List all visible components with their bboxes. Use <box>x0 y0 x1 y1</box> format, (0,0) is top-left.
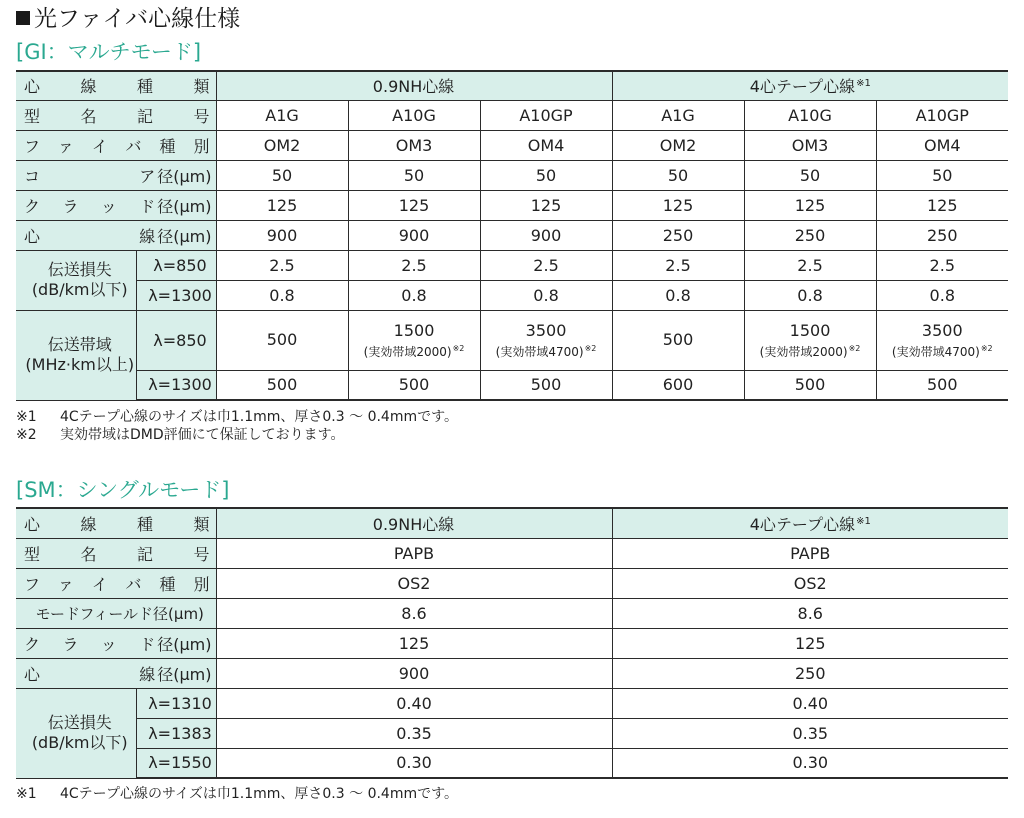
table-cell: 500 <box>348 370 480 400</box>
table-cell: 250 <box>876 220 1008 250</box>
table-cell: 2.5 <box>876 250 1008 280</box>
table-cell: 50 <box>480 160 612 190</box>
table-row <box>16 220 1008 250</box>
table-row <box>16 370 1008 400</box>
table-cell: A10GP <box>480 100 612 130</box>
table-cell: 2.5 <box>480 250 612 280</box>
table-cell: 2.5 <box>348 250 480 280</box>
table-row <box>16 658 1008 688</box>
table-cell: 500 <box>612 310 744 370</box>
table-cell: 900 <box>216 220 348 250</box>
table-cell: 125 <box>216 190 348 220</box>
table-cell: 50 <box>216 160 348 190</box>
table-cell: 1500 (実効帯域2000)$^{※2}$ <box>744 310 876 370</box>
wavelength-label: λ=1310 <box>136 688 216 718</box>
table-cell: A10GP <box>876 100 1008 130</box>
table-row <box>16 568 1008 598</box>
table-cell: 3500 (実効帯域4700)$^{※2}$ <box>876 310 1008 370</box>
row-label-type: 心線種類 <box>16 508 216 538</box>
group-header: 4心テープ心線$^{※1}$ <box>612 508 1008 538</box>
table-cell: 125 <box>216 628 612 658</box>
wavelength-label: λ=850 <box>136 310 216 370</box>
page-title-text: 光ファイバ心線仕様 <box>34 6 241 32</box>
table-row <box>16 190 1008 220</box>
table-cell: 1500 (実効帯域2000)$^{※2}$ <box>348 310 480 370</box>
row-label-type: 心線種類 <box>16 71 216 100</box>
table-row <box>16 508 1008 538</box>
table-cell: 50 <box>612 160 744 190</box>
row-label-model: 型名記号 <box>16 538 216 568</box>
table-cell: 3500 (実効帯域4700)$^{※2}$ <box>480 310 612 370</box>
wavelength-label: λ=1300 <box>136 280 216 310</box>
table-cell: A10G <box>744 100 876 130</box>
table-cell: 900 <box>480 220 612 250</box>
wavelength-label: λ=850 <box>136 250 216 280</box>
row-label-clad: クラッド 径(μm) <box>16 190 216 220</box>
table-cell: 0.40 <box>216 688 612 718</box>
table-row <box>16 310 1008 370</box>
table-cell: 8.6 <box>216 598 612 628</box>
table-cell: 125 <box>876 190 1008 220</box>
table-row <box>16 718 1008 748</box>
wavelength-label: λ=1550 <box>136 748 216 778</box>
row-label-loss: 伝送損失 (dB/km以下) <box>16 688 136 778</box>
table-cell: OM2 <box>216 130 348 160</box>
group-header: 0.9NH心線 <box>216 71 612 100</box>
table-cell: 125 <box>612 190 744 220</box>
table-cell: 0.8 <box>348 280 480 310</box>
table-cell: 0.35 <box>612 718 1008 748</box>
sm-spec-table <box>16 507 1008 779</box>
table-row <box>16 688 1008 718</box>
group-header: 4心テープ心線$^{※1}$ <box>612 71 1008 100</box>
table-cell: 0.35 <box>216 718 612 748</box>
sm-section-title: [SM：シングルモード] <box>16 478 230 502</box>
wavelength-label: λ=1300 <box>136 370 216 400</box>
table-cell: 0.8 <box>216 280 348 310</box>
page-title <box>16 4 240 34</box>
table-cell: 0.8 <box>612 280 744 310</box>
row-label-clad: クラッド 径(μm) <box>16 628 216 658</box>
row-label-band: 伝送帯域 (MHz·km以上) <box>16 310 136 400</box>
table-row <box>16 538 1008 568</box>
table-cell: 125 <box>480 190 612 220</box>
table-row <box>16 160 1008 190</box>
table-cell: 0.8 <box>480 280 612 310</box>
square-bullet-icon <box>16 11 30 25</box>
table-cell: PAPB <box>216 538 612 568</box>
table-cell: OM3 <box>744 130 876 160</box>
table-row <box>16 100 1008 130</box>
table-cell: 900 <box>348 220 480 250</box>
table-cell: A10G <box>348 100 480 130</box>
table-cell: 125 <box>744 190 876 220</box>
table-cell: A1G <box>612 100 744 130</box>
table-cell: 250 <box>744 220 876 250</box>
table-cell: 600 <box>612 370 744 400</box>
table-row <box>16 628 1008 658</box>
table-cell: 125 <box>348 190 480 220</box>
table-cell: 500 <box>480 370 612 400</box>
table-cell: 0.8 <box>744 280 876 310</box>
table-cell: 50 <box>348 160 480 190</box>
table-cell: OM4 <box>876 130 1008 160</box>
row-label-loss: 伝送損失 (dB/km以下) <box>16 250 136 310</box>
table-cell: 500 <box>216 370 348 400</box>
table-cell: 2.5 <box>744 250 876 280</box>
table-cell: 500 <box>744 370 876 400</box>
table-cell: 0.40 <box>612 688 1008 718</box>
group-header: 0.9NH心線 <box>216 508 612 538</box>
gi-section-title: [GI：マルチモード] <box>16 40 202 64</box>
table-cell: 250 <box>612 658 1008 688</box>
row-label-wire: 心線 径(μm) <box>16 220 216 250</box>
table-row <box>16 598 1008 628</box>
table-cell: 2.5 <box>612 250 744 280</box>
footnote: ※1 4Cテープ心線のサイズは巾1.1mm、厚さ0.3 ～ 0.4mmです。 <box>16 786 458 802</box>
table-cell: A1G <box>216 100 348 130</box>
row-label-fiber: ファイバ種別 <box>16 130 216 160</box>
footnote: ※1 4Cテープ心線のサイズは巾1.1mm、厚さ0.3 ～ 0.4mmです。 <box>16 409 458 425</box>
table-row <box>16 71 1008 100</box>
row-label-model: 型名記号 <box>16 100 216 130</box>
row-label-wire: 心線 径(μm) <box>16 658 216 688</box>
table-cell: PAPB <box>612 538 1008 568</box>
table-cell: OM2 <box>612 130 744 160</box>
table-row <box>16 250 1008 280</box>
table-cell: 8.6 <box>612 598 1008 628</box>
table-cell: 500 <box>876 370 1008 400</box>
footnote: ※2 実効帯域はDMD評価にて保証しております。 <box>16 427 345 443</box>
table-cell: 125 <box>612 628 1008 658</box>
table-row <box>16 130 1008 160</box>
table-row <box>16 280 1008 310</box>
row-label-fiber: ファイバ種別 <box>16 568 216 598</box>
table-cell: OM3 <box>348 130 480 160</box>
wavelength-label: λ=1383 <box>136 718 216 748</box>
table-row <box>16 748 1008 778</box>
table-cell: 50 <box>876 160 1008 190</box>
table-cell: 500 <box>216 310 348 370</box>
table-cell: 900 <box>216 658 612 688</box>
table-cell: OS2 <box>612 568 1008 598</box>
table-cell: OM4 <box>480 130 612 160</box>
table-cell: 0.30 <box>216 748 612 778</box>
table-cell: OS2 <box>216 568 612 598</box>
row-label-core: コア 径(μm) <box>16 160 216 190</box>
table-cell: 50 <box>744 160 876 190</box>
row-label-mfd: モードフィールド径(μm) <box>16 598 216 628</box>
table-cell: 2.5 <box>216 250 348 280</box>
table-cell: 0.8 <box>876 280 1008 310</box>
table-cell: 0.30 <box>612 748 1008 778</box>
gi-spec-table <box>16 70 1008 401</box>
table-cell: 250 <box>612 220 744 250</box>
